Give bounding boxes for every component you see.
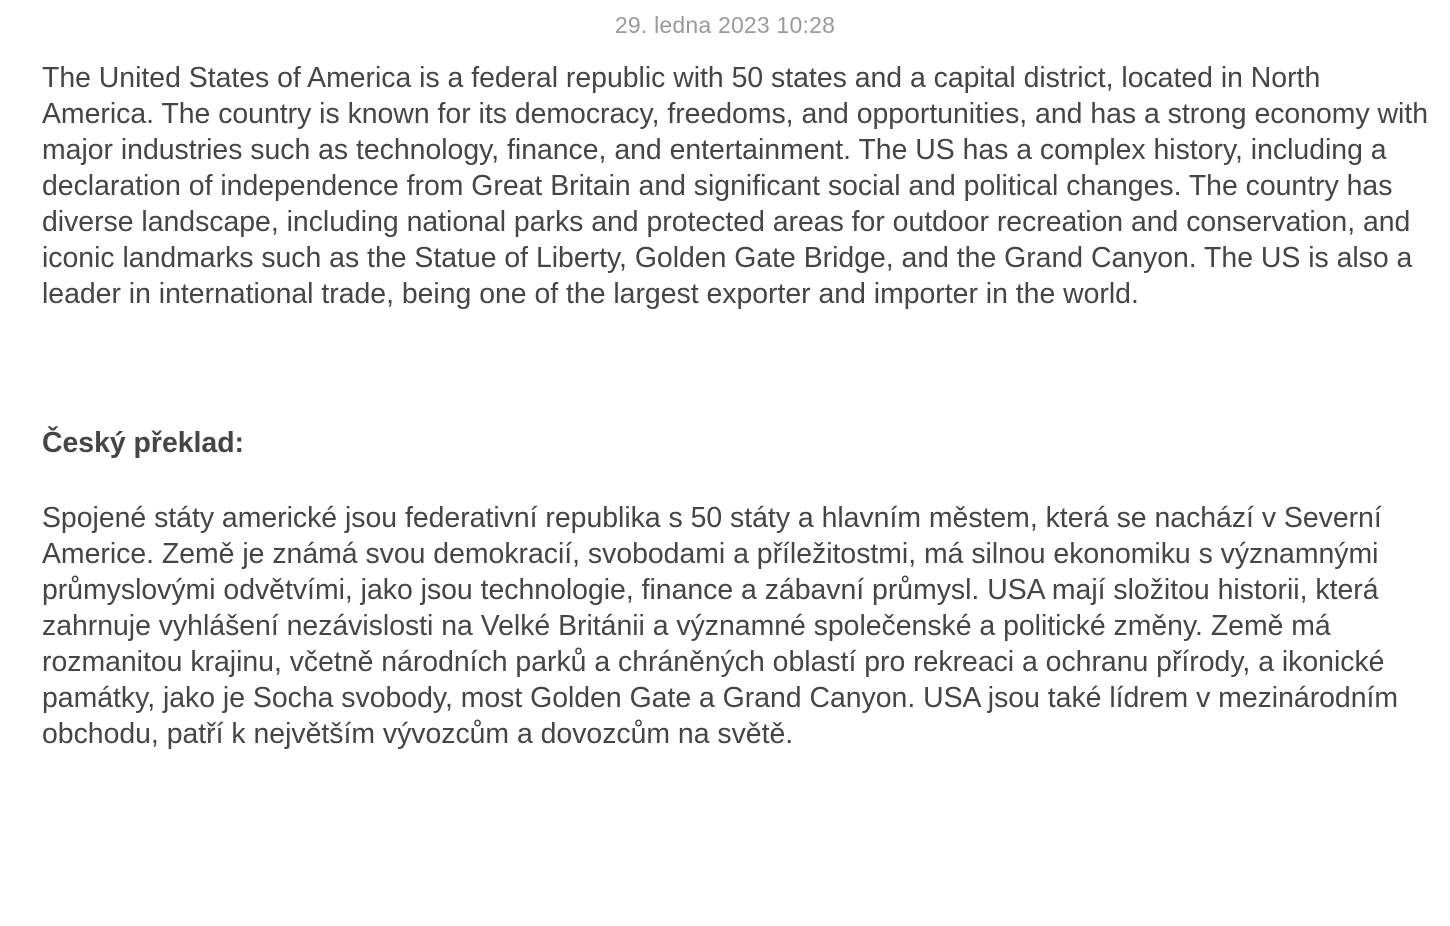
- note-timestamp: 29. ledna 2023 10:28: [614, 12, 836, 38]
- note-paragraph-english[interactable]: The United States of America is a federal republic with 50 states and a capital district, located in North America. The country is known for its democracy, freedoms, and opportunities, and has a strong economy with major industries such as technology, finance, and entertainment. The US has a complex history, including a declaration of independence from Great Britain and significant social and political changes. The country has diverse landscape, including national parks and protected areas for outdoor recreation and conservation, and iconic landmarks such as the Statue of Liberty, Golden Gate Bridge, and the Grand Canyon. The US is also a leader in international trade, being one of the largest exporter and importer in the world.: [42, 62, 1429, 310]
- note-heading-czech-translation[interactable]: Český překlad:: [42, 427, 244, 459]
- note-paragraph-czech[interactable]: Spojené státy americké jsou federativní republika s 50 státy a hlavním městem, která se nachází v Severní Americe. Země je známá svou demokracií, svobodami a příležitostmi, má silnou ekonomiku s významnými průmyslovými odvětvími, jako jsou technologie, finance a zábavní průmysl. USA mají složitou historii, která zahrnuje vyhlášení nezávislosti na Velké Británii a významné společenské a politické změny. Země má rozmanitou krajinu, včetně národních parků a chráněných oblastí pro rekreaci a ochranu přírody, a ikonické památky, jako je Socha svobody, most Golden Gate a Grand Canyon. USA jsou také lídrem v mezinárodním obchodu, patří k největším vývozcům a dovozcům na světě.: [42, 502, 1399, 750]
